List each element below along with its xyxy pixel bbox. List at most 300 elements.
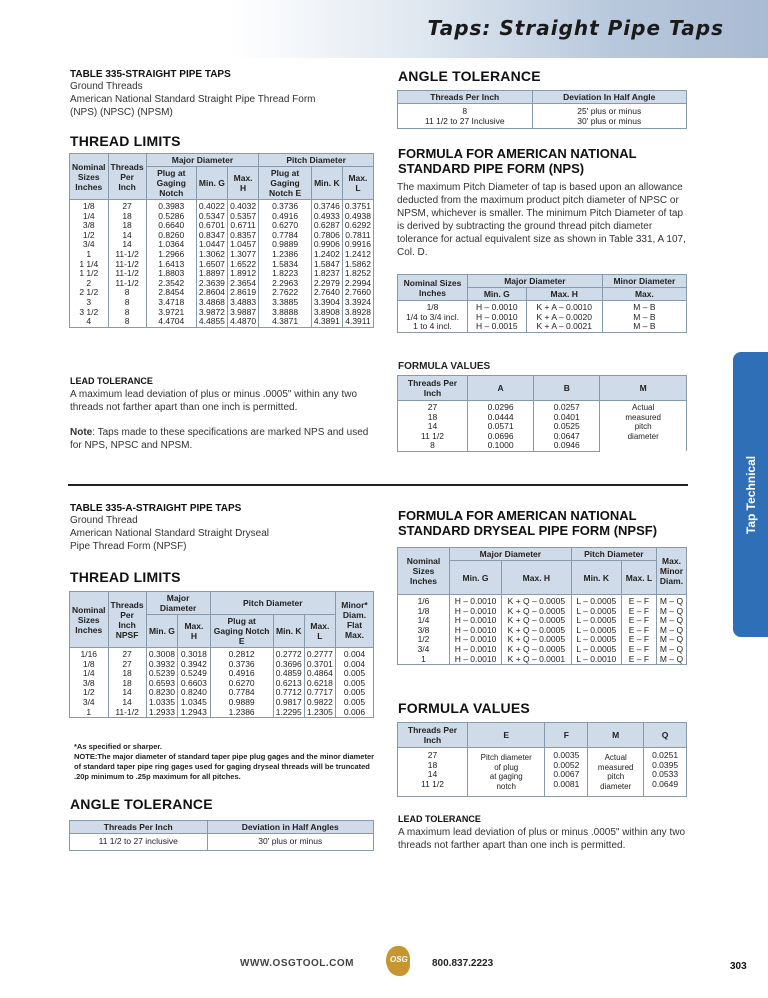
table-cell: 1.5847 [311, 260, 342, 270]
col-header: Max. H [227, 167, 258, 200]
col-header: M [600, 376, 687, 401]
col-group-header: Major Diameter [450, 548, 572, 561]
table-cell: 3/8 [398, 626, 450, 636]
subtitle: Pipe Thread Form (NPSF) [70, 541, 187, 552]
col-group-header: Pitch Diameter [210, 592, 335, 615]
table-row [398, 322, 687, 332]
table-row [70, 648, 374, 660]
table-cell: 1.2305 [304, 708, 335, 718]
table-cell: 8 [398, 441, 468, 451]
side-tab[interactable] [733, 352, 768, 637]
table-cell: 3/8 [70, 221, 109, 231]
table-cell: 0.005 [336, 688, 374, 698]
table-cell: 0.0647 [534, 432, 600, 442]
col-group-header: Major Diameter [468, 275, 603, 288]
cell-text: 0.0251 [652, 750, 679, 760]
note-label: Note [70, 427, 93, 438]
table-cell: 3.9887 [227, 308, 258, 318]
table-cell: 2.7622 [259, 288, 312, 298]
table-cell: 3.8928 [342, 308, 373, 318]
table-cell: M – B [602, 322, 686, 332]
table-row [398, 401, 687, 413]
table-cell: 2.2994 [342, 279, 373, 289]
table-cell: 0.7806 [311, 231, 342, 241]
table-cell: 1.6522 [227, 260, 258, 270]
nps-formula-table [397, 274, 687, 333]
table-cell: M – Q [657, 645, 687, 655]
col-header: M [588, 723, 644, 748]
table-cell: 1 [398, 655, 450, 665]
table-cell: 14 [108, 231, 146, 241]
table-cell [545, 748, 588, 797]
table-cell: 0.0444 [468, 413, 534, 423]
table-cell: K + Q – 0.0005 [502, 645, 572, 655]
table-cell: 0.6270 [259, 221, 312, 231]
table-cell: 1.2943 [178, 708, 210, 718]
page-title: Taps: Straight Pipe Taps [427, 16, 724, 40]
table-cell: E – F [621, 645, 656, 655]
table-cell: 0.6603 [178, 679, 210, 689]
col-header: Nominal Sizes Inches [70, 154, 109, 200]
table-cell: 2.8619 [227, 288, 258, 298]
col-header: Max. Minor Diam. [657, 548, 687, 595]
cell-text: Actual [604, 753, 627, 762]
table-cell: 0.6218 [304, 679, 335, 689]
table-cell: 11-1/2 [108, 260, 146, 270]
table-cell: 0.8240 [178, 688, 210, 698]
col-header: Min. K [311, 167, 342, 200]
table-cell: 30' plus or minus [207, 834, 374, 851]
col-header: Nominal Sizes Inches [398, 548, 450, 595]
note [70, 426, 375, 452]
subtitle: American National Standard Straight Dryseal [70, 528, 269, 539]
table-cell: 3 [70, 298, 109, 308]
table-cell: 27 [108, 200, 146, 212]
table-cell: 0.4864 [304, 669, 335, 679]
table-cell: 0.005 [336, 669, 374, 679]
table-cell: 1/8 [70, 200, 109, 212]
table-row [70, 834, 374, 851]
formula-values-table [397, 722, 687, 797]
table-cell: 0.3751 [342, 200, 373, 212]
table-cell: H – 0.0010 [450, 645, 502, 655]
table-cell: 0.6640 [146, 221, 196, 231]
lead-tolerance-text: A maximum lead deviation of plus or minus .0005" within any two threads not farther apart than one inch is permitted. [70, 389, 358, 413]
subtitle: American National Standard Straight Pipe Thread Form [70, 94, 316, 105]
col-header: Threads Per Inch [108, 154, 146, 200]
table-cell: 0.9817 [273, 698, 304, 708]
table-cell: 0.0401 [534, 413, 600, 423]
table-335a-intro [70, 503, 370, 553]
table-cell: 0.2812 [210, 648, 273, 660]
table-cell: K + A – 0.0021 [526, 322, 602, 332]
cell-text: notch [496, 781, 517, 791]
table-cell: 11-1/2 [108, 250, 146, 260]
col-group-header: Pitch Diameter [571, 548, 656, 561]
table-cell: 1.6413 [146, 260, 196, 270]
note-text: : Taps made to these specifications are marked NPS and used for NPS, NPSC and NPSM. [70, 427, 369, 451]
table-cell: 2.7660 [342, 288, 373, 298]
table-cell: 0.1000 [468, 441, 534, 451]
table-cell: 0.6593 [146, 679, 178, 689]
table-cell: H – 0.0010 [468, 301, 527, 313]
thread-limits-table [69, 591, 374, 718]
col-header: Deviation In Half Angle [532, 91, 686, 104]
table-cell: 1/2 [398, 635, 450, 645]
col-header: Min. K [571, 561, 621, 595]
table-cell: 3/8 [70, 679, 109, 689]
table-cell: 0.3008 [146, 648, 178, 660]
table-cell: 11-1/2 [108, 708, 146, 718]
table-cell: 0.6711 [227, 221, 258, 231]
cell-text: 30' plus or minus [577, 115, 642, 126]
table-caption: TABLE 335-A-STRAIGHT PIPE TAPS [70, 503, 242, 514]
osg-logo-icon [386, 946, 410, 976]
table-cell: 1/2 [70, 688, 109, 698]
cell-text: 11 1/2 to 27 Inclusive [424, 115, 505, 126]
col-header: Minor* Diam. Flat Max. [336, 592, 374, 648]
footnote: *As specified or sharper. [74, 742, 162, 751]
col-header: Threads Per Inch [398, 723, 468, 748]
table-335-intro [70, 69, 370, 119]
table-cell: 3.4868 [196, 298, 227, 308]
table-cell: H – 0.0010 [450, 635, 502, 645]
table-cell: 11 1/2 to 27 inclusive [70, 834, 208, 851]
table-cell: M – B [602, 301, 686, 313]
lead-tolerance-title: LEAD TOLERANCE [70, 376, 153, 386]
col-header: Threads Per Inch NPSF [108, 592, 146, 648]
col-header: Min. G [450, 561, 502, 595]
table-cell: M – Q [657, 616, 687, 626]
table-row [398, 748, 687, 797]
thread-limits-table [69, 153, 374, 328]
table-cell: M – Q [657, 595, 687, 607]
cell-text: measured [597, 762, 634, 772]
table-cell: 2.3654 [227, 279, 258, 289]
section-heading: ANGLE TOLERANCE [70, 796, 213, 812]
table-cell: 0.8230 [146, 688, 178, 698]
table-cell: 18 [398, 413, 468, 423]
table-cell: K + Q – 0.0005 [502, 616, 572, 626]
table-cell: L – 0.0005 [571, 616, 621, 626]
table-cell: 18 [108, 221, 146, 231]
col-header: Plug at Gaging Notch [146, 167, 196, 200]
table-cell [398, 104, 533, 129]
table-cell: H – 0.0010 [450, 595, 502, 607]
table-cell [644, 748, 687, 797]
table-cell: 1.2966 [146, 250, 196, 260]
table-cell: 1/4 to 3/4 incl. [398, 313, 468, 323]
table-cell: 0.8260 [146, 231, 196, 241]
cell-text: pitch [607, 772, 625, 782]
table-cell: H – 0.0010 [450, 616, 502, 626]
table-cell: 1.2933 [146, 708, 178, 718]
section-heading: THREAD LIMITS [70, 133, 181, 149]
npsf-formula-table [397, 547, 687, 665]
table-cell: M – Q [657, 607, 687, 617]
table-row [398, 595, 687, 607]
table-cell: 1/8 [70, 660, 109, 670]
col-header: Max. L [621, 561, 656, 595]
table-cell: H – 0.0015 [468, 322, 527, 332]
formula-values-table [397, 375, 687, 452]
table-cell: 11-1/2 [108, 269, 146, 279]
table-cell: 8 [108, 298, 146, 308]
footnote: NOTE:The major diameter of standard taper pipe plug gages and the minor diameter of standard taper pipe ring gages used for gaging dryseal threads will be truncated .20p minimum to .25p maximum for all pitches. [74, 752, 375, 781]
col-header: Max. H [526, 288, 602, 301]
section-heading: FORMULA FOR AMERICAN NATIONAL STANDARD DRYSEAL PIPE FORM (NPSF) [398, 508, 658, 538]
table-cell: 1/4 [70, 212, 109, 222]
table-cell: 0.3736 [210, 660, 273, 670]
cell-text: 0.0649 [652, 778, 679, 789]
table-cell [588, 748, 644, 797]
table-cell: 3/4 [70, 698, 109, 708]
table-cell: 3.8908 [311, 308, 342, 318]
table-cell: 1.8912 [227, 269, 258, 279]
footnotes [74, 742, 379, 782]
col-header: Plug at Gaging Notch E [210, 615, 273, 648]
table-cell: 0.9906 [311, 240, 342, 250]
table-cell [468, 748, 545, 797]
table-cell [532, 104, 686, 129]
table-cell: E – F [621, 635, 656, 645]
cell-text: 14 [427, 769, 438, 780]
col-header: Max. L [342, 167, 373, 200]
table-cell: 0.5249 [178, 669, 210, 679]
section-heading: ANGLE TOLERANCE [398, 68, 541, 84]
table-cell: 1.8803 [146, 269, 196, 279]
table-cell: K + Q – 0.0005 [502, 635, 572, 645]
table-cell: 2.7640 [311, 288, 342, 298]
col-header: Nominal Sizes Inches [70, 592, 109, 648]
section-heading: FORMULA FOR AMERICAN NATIONAL STANDARD PIPE FORM (NPS) [398, 146, 637, 176]
side-tab-label: Tap Technical [743, 455, 758, 534]
cell-text: 0.0395 [652, 759, 679, 770]
table-cell: 0.6701 [196, 221, 227, 231]
table-cell: 1 to 4 incl. [398, 322, 468, 332]
table-cell: 2.2979 [311, 279, 342, 289]
table-cell: 18 [108, 212, 146, 222]
table-cell: 0.005 [336, 679, 374, 689]
table-cell: 4.4704 [146, 317, 196, 327]
table-cell: 0.9889 [210, 698, 273, 708]
table-cell: M – Q [657, 655, 687, 665]
cell-text: at gaging [489, 772, 523, 782]
table-cell: L – 0.0005 [571, 635, 621, 645]
table-cell: 3.3885 [259, 298, 312, 308]
col-group-header: Pitch Diameter [259, 154, 374, 167]
angle-tolerance-table [397, 90, 687, 129]
table-cell: 8 [108, 288, 146, 298]
table-cell: 3/4 [70, 240, 109, 250]
table-cell: H – 0.0010 [450, 626, 502, 636]
table-cell: 0.9889 [259, 240, 312, 250]
table-cell: M – Q [657, 626, 687, 636]
table-cell: 18 [108, 679, 146, 689]
angle-tolerance-table [69, 820, 374, 851]
table-cell: L – 0.0005 [571, 607, 621, 617]
table-cell: 1/6 [398, 595, 450, 607]
col-header: Min. K [273, 615, 304, 648]
table-cell: 1.3062 [196, 250, 227, 260]
cell-text: 0.0035 [553, 750, 580, 760]
table-cell: 1 1/4 [70, 260, 109, 270]
table-cell: 0.4916 [259, 212, 312, 222]
table-cell: 0.7784 [210, 688, 273, 698]
table-cell: 0.4022 [196, 200, 227, 212]
table-cell: 1.5862 [342, 260, 373, 270]
table-cell: 4.4870 [227, 317, 258, 327]
table-cell: 27 [108, 660, 146, 670]
col-header: Max. [602, 288, 686, 301]
table-cell: 0.3696 [273, 660, 304, 670]
table-cell: 0.9916 [342, 240, 373, 250]
table-cell: 11-1/2 [108, 279, 146, 289]
table-cell: 0.5286 [146, 212, 196, 222]
table-cell: 2.3542 [146, 279, 196, 289]
table-cell: 0.0946 [534, 441, 600, 451]
table-cell: 3.3904 [311, 298, 342, 308]
table-cell: 1.8237 [311, 269, 342, 279]
table-cell: 1/8 [398, 607, 450, 617]
cell-text: of plug [494, 762, 519, 772]
table-cell: 14 [398, 422, 468, 432]
table-cell: 0.3018 [178, 648, 210, 660]
table-cell: 0.5239 [146, 669, 178, 679]
subtitle: Ground Thread [70, 515, 138, 526]
cell-text: 18 [427, 759, 438, 770]
table-cell: M – B [602, 313, 686, 323]
table-cell: 8 [108, 317, 146, 327]
table-cell: 0.5357 [227, 212, 258, 222]
table-cell: 3.3924 [342, 298, 373, 308]
col-header: Deviation in Half Angles [207, 821, 374, 834]
table-cell: 0.006 [336, 708, 374, 718]
table-cell: E – F [621, 626, 656, 636]
cell-text: Pitch diameter [480, 753, 532, 762]
table-cell: 0.7811 [342, 231, 373, 241]
table-cell: 1.8223 [259, 269, 312, 279]
table-cell: 0.7784 [259, 231, 312, 241]
table-cell: K + A – 0.0010 [526, 301, 602, 313]
table-cell: 11 1/2 [398, 432, 468, 442]
col-header: Min. G [146, 615, 178, 648]
table-cell: 0.004 [336, 660, 374, 670]
cell-text: 11 1/2 [420, 778, 444, 789]
table-cell: 27 [108, 648, 146, 660]
cell-text: 0.0052 [553, 759, 580, 770]
table-cell: 0.0296 [468, 401, 534, 413]
col-header: Max. L [304, 615, 335, 648]
cell-text: diameter [627, 431, 659, 441]
table-cell: 1.0447 [196, 240, 227, 250]
phone-number: 800.837.2223 [432, 958, 494, 969]
table-cell: 0.3746 [311, 200, 342, 212]
table-row [70, 200, 374, 212]
table-cell: 3.9721 [146, 308, 196, 318]
lead-tolerance-title: LEAD TOLERANCE [398, 814, 481, 824]
table-cell: M – Q [657, 635, 687, 645]
cell-text: pitch [634, 422, 652, 432]
col-header: Min. G [196, 167, 227, 200]
table-row [70, 708, 374, 718]
table-cell: 0.9822 [304, 698, 335, 708]
table-cell: 0.0257 [534, 401, 600, 413]
table-row [398, 301, 687, 313]
table-cell: 1/8 [398, 301, 468, 313]
subtitle: (NPS) (NPSC) (NPSM) [70, 107, 173, 118]
table-cell: 18 [108, 669, 146, 679]
table-cell: 1.2295 [273, 708, 304, 718]
table-cell: 0.0696 [468, 432, 534, 442]
col-header: Nominal Sizes Inches [398, 275, 468, 301]
table-cell: 1 [70, 708, 109, 718]
table-cell: 1.3077 [227, 250, 258, 260]
col-header: Threads Per Inch [398, 376, 468, 401]
col-header: Q [644, 723, 687, 748]
table-cell: 4.3911 [342, 317, 373, 327]
col-group-header: Minor Diameter [602, 275, 686, 288]
table-cell: 4.3891 [311, 317, 342, 327]
table-cell: 2.3639 [196, 279, 227, 289]
table-cell [600, 401, 687, 452]
table-cell: 14 [108, 688, 146, 698]
col-header: Max. H [502, 561, 572, 595]
col-group-header: Major Diameter [146, 154, 259, 167]
table-cell: 0.3942 [178, 660, 210, 670]
table-cell: 1 1/2 [70, 269, 109, 279]
table-cell: 3.4883 [227, 298, 258, 308]
table-cell: 0.8357 [227, 231, 258, 241]
cell-text: diameter [600, 781, 632, 791]
table-cell: 1.5834 [259, 260, 312, 270]
table-cell: 3.9872 [196, 308, 227, 318]
table-cell: K + A – 0.0020 [526, 313, 602, 323]
table-row [70, 317, 374, 327]
table-cell: 2 [70, 279, 109, 289]
table-cell: 1/2 [70, 231, 109, 241]
table-cell: K + Q – 0.0005 [502, 626, 572, 636]
table-cell: H – 0.0010 [450, 607, 502, 617]
table-cell: 0.4938 [342, 212, 373, 222]
table-cell: K + Q – 0.0005 [502, 595, 572, 607]
table-cell: 1.0457 [227, 240, 258, 250]
table-cell: 2.2963 [259, 279, 312, 289]
section-heading: THREAD LIMITS [70, 569, 181, 585]
table-cell: L – 0.0005 [571, 595, 621, 607]
table-cell: 0.6213 [273, 679, 304, 689]
table-cell: 3/4 [398, 645, 450, 655]
section-heading: FORMULA VALUES [398, 361, 491, 372]
cell-text: 27 [427, 750, 438, 760]
table-caption: TABLE 335-STRAIGHT PIPE TAPS [70, 69, 231, 80]
table-cell: 1.6507 [196, 260, 227, 270]
table-cell: 1.0335 [146, 698, 178, 708]
cell-text: 0.0081 [553, 778, 580, 789]
table-cell: 0.2772 [273, 648, 304, 660]
table-cell: E – F [621, 607, 656, 617]
table-row [398, 104, 687, 129]
table-cell: 14 [108, 240, 146, 250]
col-header: B [534, 376, 600, 401]
table-cell: 1.2412 [342, 250, 373, 260]
table-cell: E – F [621, 595, 656, 607]
website-link[interactable]: WWW.OSGTOOL.COM [240, 958, 354, 969]
table-cell: E – F [621, 616, 656, 626]
table-cell: 0.005 [336, 698, 374, 708]
table-cell: 0.4933 [311, 212, 342, 222]
cell-text: Actual [632, 403, 655, 412]
